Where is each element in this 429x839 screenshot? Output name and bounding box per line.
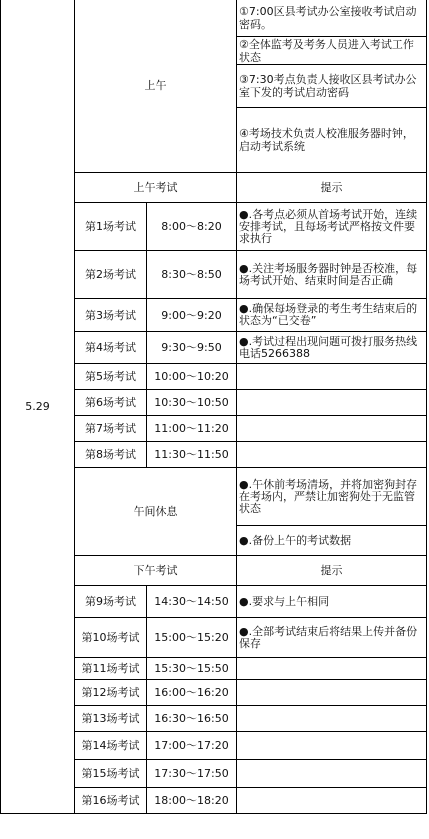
session-name: 第12场考试: [75, 680, 147, 706]
empty-tip-cell: [237, 658, 427, 680]
am-tips-header: 提示: [237, 173, 427, 203]
noon-tip: ●.备份上午的考试数据: [237, 526, 427, 556]
empty-tip-cell: [237, 364, 427, 390]
empty-tip-cell: [237, 788, 427, 814]
morning-step: ②全体监考及考务人员进入考试工作状态: [237, 37, 427, 65]
empty-tip-cell: [237, 390, 427, 416]
morning-label: 上午: [75, 0, 237, 173]
session-time: 18:00～18:20: [147, 788, 237, 814]
session-name: 第9场考试: [75, 586, 147, 618]
session-tip: ●.确保每场登录的考生考生结束后的状态为“已交卷”: [237, 299, 427, 332]
session-name: 第13场考试: [75, 706, 147, 732]
session-name: 第11场考试: [75, 658, 147, 680]
empty-tip-cell: [237, 732, 427, 760]
session-time: 10:00～10:20: [147, 364, 237, 390]
session-time: 9:30～9:50: [147, 332, 237, 364]
session-name: 第5场考试: [75, 364, 147, 390]
session-name: 第6场考试: [75, 390, 147, 416]
pm-exam-header: 下午考试: [75, 556, 237, 586]
am-exam-header: 上午考试: [75, 173, 237, 203]
session-tip: ●.考试过程出现问题可拨打服务热线电话5266388: [237, 332, 427, 364]
empty-tip-cell: [237, 416, 427, 442]
session-name: 第8场考试: [75, 442, 147, 468]
session-time: 8:30～8:50: [147, 251, 237, 299]
session-time: 17:30～17:50: [147, 760, 237, 788]
date-cell: 5.29: [1, 0, 75, 814]
session-name: 第1场考试: [75, 203, 147, 251]
session-time: 14:30～14:50: [147, 586, 237, 618]
session-name: 第4场考试: [75, 332, 147, 364]
session-time: 11:30～11:50: [147, 442, 237, 468]
session-time: 17:00～17:20: [147, 732, 237, 760]
noon-tip: ●.午休前考场清场，并将加密狗封存在考场内，严禁让加密狗处于无监管状态: [237, 468, 427, 526]
morning-step: ①7:00区县考试办公室接收考试启动密码。: [237, 0, 427, 37]
noon-label: 午间休息: [75, 468, 237, 556]
empty-tip-cell: [237, 442, 427, 468]
session-time: 8:00～8:20: [147, 203, 237, 251]
session-name: 第7场考试: [75, 416, 147, 442]
session-tip: ●.要求与上午相同: [237, 586, 427, 618]
empty-tip-cell: [237, 760, 427, 788]
session-name: 第10场考试: [75, 618, 147, 658]
session-tip: ●.关注考场服务器时钟是否校准，每场考试开始、结束时间是否正确: [237, 251, 427, 299]
session-name: 第3场考试: [75, 299, 147, 332]
session-name: 第14场考试: [75, 732, 147, 760]
session-time: 9:00～9:20: [147, 299, 237, 332]
session-time: 15:00～15:20: [147, 618, 237, 658]
session-name: 第2场考试: [75, 251, 147, 299]
morning-step: ④考场技术负责人校准服务器时钟，启动考试系统: [237, 108, 427, 173]
morning-step: ③7:30考点负责人接收区县考试办公室下发的考试启动密码: [237, 65, 427, 108]
session-time: 16:00～16:20: [147, 680, 237, 706]
session-tip: ●.全部考试结束后将结果上传并备份保存: [237, 618, 427, 658]
empty-tip-cell: [237, 680, 427, 706]
empty-tip-cell: [237, 706, 427, 732]
pm-tips-header: 提示: [237, 556, 427, 586]
session-time: 16:30～16:50: [147, 706, 237, 732]
session-time: 15:30～15:50: [147, 658, 237, 680]
session-time: 10:30～10:50: [147, 390, 237, 416]
session-time: 11:00～11:20: [147, 416, 237, 442]
session-tip: ●.各考点必须从首场考试开始，连续安排考试，且每场考试严格按文件要求执行: [237, 203, 427, 251]
session-name: 第15场考试: [75, 760, 147, 788]
session-name: 第16场考试: [75, 788, 147, 814]
